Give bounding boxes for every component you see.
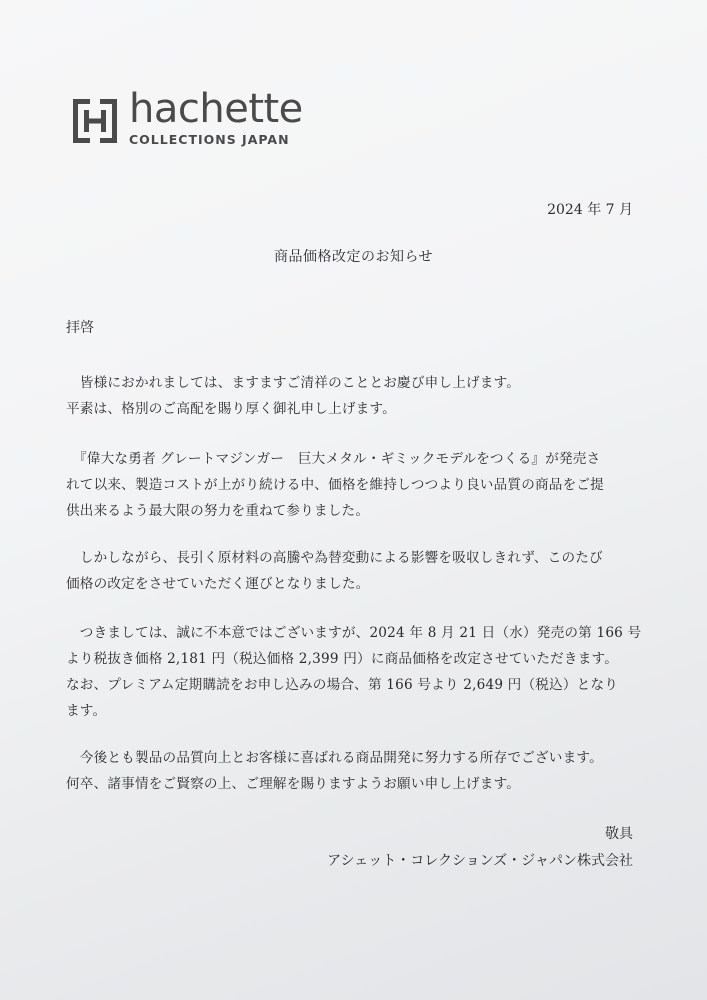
paragraph-line: しかしながら、長引く原材料の高騰や為替変動による影響を吸収しきれず、このたび — [66, 550, 603, 566]
paragraph-line: 何卒、諸事情をご賢察の上、ご理解を賜りますようお願い申し上げます。 — [66, 776, 521, 792]
letter-date: 2024 年 7 月 — [547, 202, 633, 218]
paragraph-reason — [66, 545, 641, 597]
paragraph-line: 今後とも製品の品質向上とお客様に喜ばれる商品開発に努力する所存でございます。 — [66, 750, 603, 766]
paragraph-line: より税抜き価格 2,181 円（税込価格 2,399 円）に商品価格を改定させていただきます。 — [66, 651, 619, 667]
paragraph-price-change — [66, 620, 641, 724]
company-name: アシェット・コレクションズ・ジャパン株式会社 — [327, 853, 633, 869]
paragraph-line: 価格の改定をさせていただく運びとなりました。 — [66, 576, 370, 592]
paragraph-line: 皆様におかれましては、ますますご清祥のこととお慶び申し上げます。 — [66, 375, 521, 391]
paragraph-line: 供出来るよう最大限の努力を重ねて参りました。 — [66, 503, 370, 519]
paragraph-line: つきましては、誠に不本意ではございますが、2024 年 8 月 21 日（水）発売の第 166 号 — [66, 625, 642, 641]
letter-title: 商品価格改定のお知らせ — [273, 249, 434, 265]
hachette-logo — [70, 86, 303, 147]
paragraph-greeting — [66, 370, 641, 422]
paragraph-line: 平素は、格別のご高配を賜り厚く御礼申し上げます。 — [66, 401, 396, 417]
paragraph-line: 『偉大な勇者 グレートマジンガー 巨大メタル・ギミックモデルをつくる』が発売さ — [66, 451, 601, 467]
hachette-h-logo-icon — [70, 96, 120, 146]
paragraph-line: なお、プレミアム定期購読をお申し込みの場合、第 166 号より 2,649 円（税込）となり — [66, 677, 619, 693]
paragraph-product-history — [66, 446, 641, 524]
salutation: 拝啓 — [66, 320, 94, 336]
logo-text — [129, 86, 303, 147]
closing-word: 敬具 — [605, 826, 633, 842]
paragraph-closing-remarks — [66, 745, 641, 797]
paragraph-line: ます。 — [66, 703, 107, 719]
logo-brand: hachette — [129, 86, 303, 132]
logo-subtitle: COLLECTIONS JAPAN — [129, 132, 290, 147]
paragraph-line: れて以来、製造コストが上がり続ける中、価格を維持しつつより良い品質の商品をご提 — [66, 477, 604, 493]
